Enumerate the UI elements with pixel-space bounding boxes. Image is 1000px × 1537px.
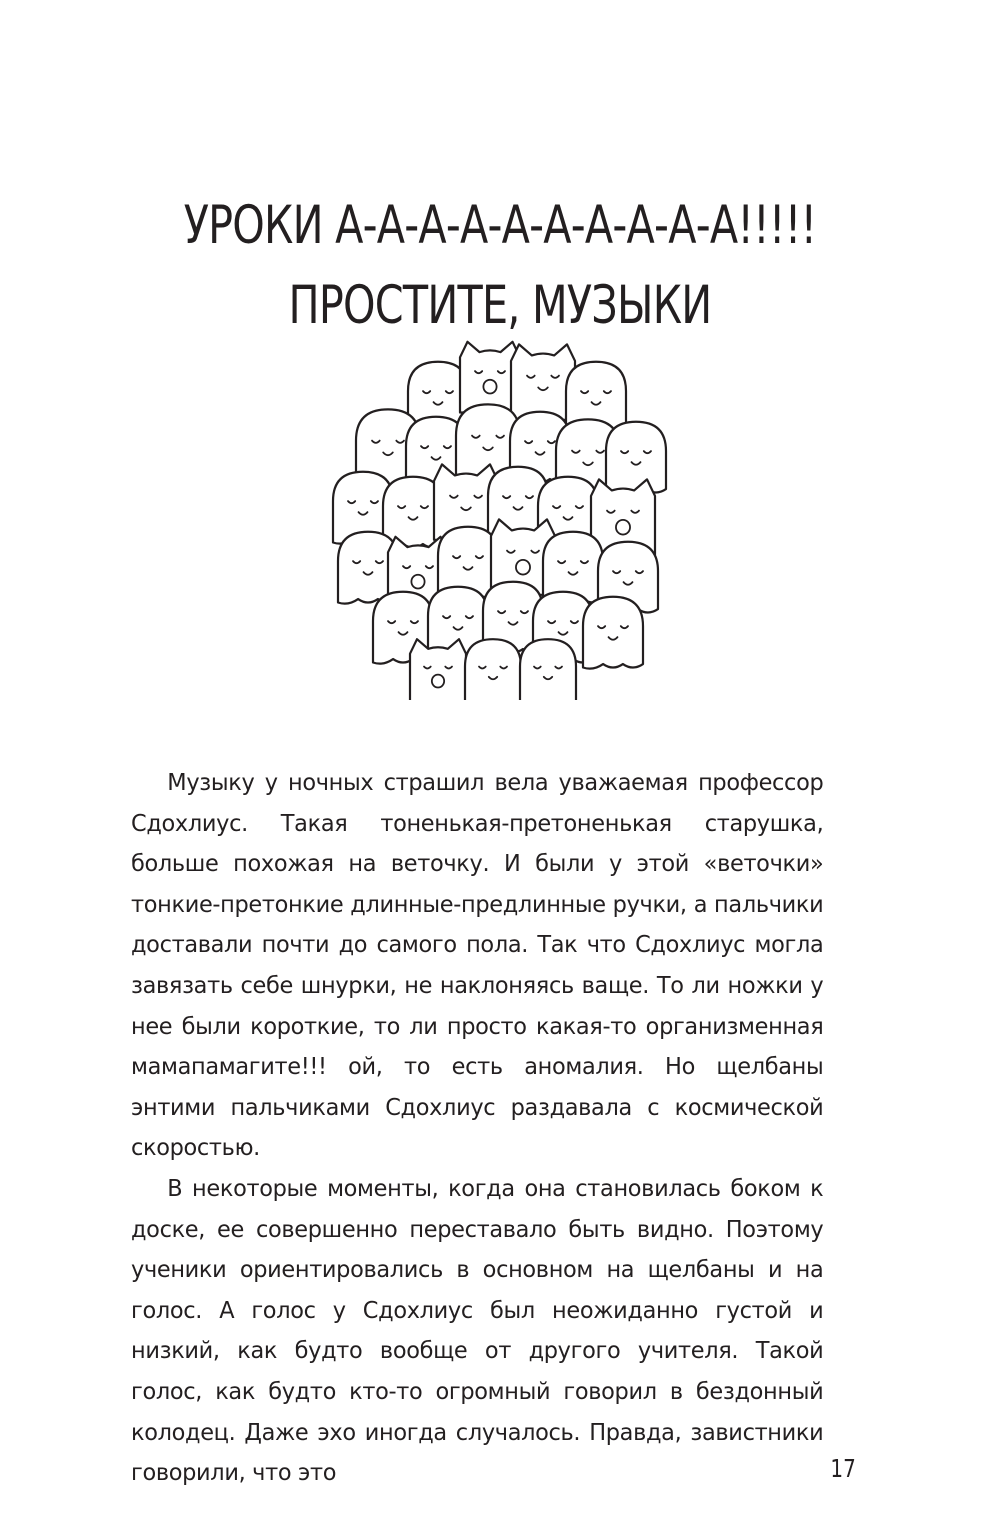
cat-28	[410, 639, 466, 700]
ghosts-and-cats-circle-icon	[318, 338, 680, 700]
paragraph-1: Музыку у ночных страшил вела уважаемая профессор Сдохлиус. Такая тоненькая-претоненькая старушка, больше похожая на веточку. И были у этой «веточки» тонкие-претонкие длинные-предлинные ручки, а пальчики доставали почти до самого пола. Так что Сдохлиус могла завязать себе шнурки, не наклоняясь ваще. То ли ножки у нее были короткие, то ли просто какая-то организменная мамапамагите!!! ой, то есть аномалия. Но щелбаны энтими пальчиками Сдохлиус раздавала с космической скоростью.	[131, 768, 824, 1162]
ghost-29	[465, 639, 521, 700]
page-number: 17	[830, 1454, 856, 1483]
ghost-10	[606, 422, 666, 494]
ghost-30	[520, 639, 576, 700]
ghost-27	[583, 597, 643, 669]
chapter-title-line-2: ПРОСТИТЕ, МУЗЫКИ	[288, 274, 712, 336]
body-text	[131, 762, 823, 1493]
illustration-drawing	[318, 338, 680, 700]
chapter-title	[157, 186, 843, 346]
chapter-title-line-1: УРОКИ А-А-А-А-А-А-А-А-А-А!!!!!	[183, 194, 817, 256]
paragraph-2: В некоторые моменты, когда она становилась боком к доске, ее совершенно переставало быть видно. Поэтому ученики ориентировались в основном на щелбаны и на голос. А голос у Сдохлиус был неожиданно густой и низкий, как будто вообще от другого учителя. Такой голос, как будто кто-то огромный говорил в бездонный колодец. Даже эхо иногда случалось. Правда, завистники говорили, что это	[131, 1173, 824, 1487]
